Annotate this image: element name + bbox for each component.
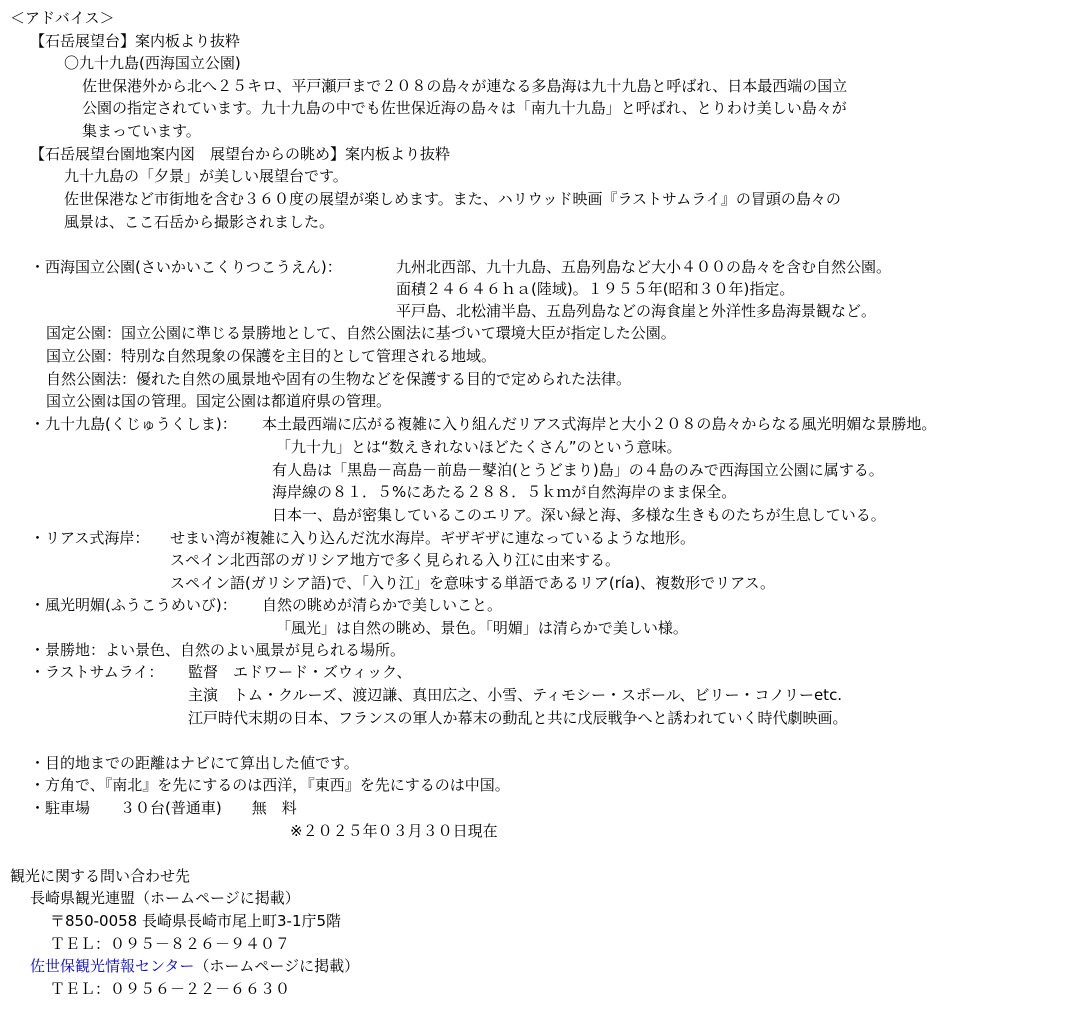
note-parking: ・駐車場 ３０台(普通車) 無 料 bbox=[30, 799, 297, 817]
glossary-def-line: スペイン語(ガリシア語)で、「入り江」を意味する単語であるリア(ría)、複数形でリアス。 bbox=[170, 574, 775, 592]
contact-tel2: ＴＥＬ：０９５６－２２－６６３０ bbox=[50, 980, 291, 998]
contact-org2-suffix: （ホームページに掲載） bbox=[194, 957, 360, 975]
note-direction: ・方角で、『南北』を先にするのは西洋，『東西』を先にするのは中国。 bbox=[30, 776, 510, 794]
glossary-def-line: せまい湾が複雑に入り込んだ沈水海岸。ギザギザに連なっているような地形。 bbox=[170, 529, 696, 547]
sign1-subtitle: 〇九十九島(西海国立公園) bbox=[64, 54, 241, 72]
glossary-def-line: 自然の眺めが清らかで美しいこと。 bbox=[262, 596, 503, 614]
glossary-note: 国立公園：特別な自然現象の保護を主目的として管理される地域。 bbox=[46, 347, 497, 365]
glossary-term-rias: ・リアス式海岸： bbox=[30, 529, 150, 547]
glossary-term-kujukushima: ・九十九島(くじゅうくしま)： bbox=[30, 415, 237, 433]
glossary-note: 自然公園法：優れた自然の風景地や固有の生物などを保護する目的で定められた法律。 bbox=[46, 370, 632, 388]
contact-tel1: ＴＥＬ：０９５－８２６－９４０７ bbox=[50, 935, 291, 953]
glossary-def-line: 主演 トム・クルーズ、渡辺謙、真田広之、小雪、ティモシー・スポール、ビリー・コノリーetc. bbox=[188, 686, 843, 704]
advice-heading: ＜アドバイス＞ bbox=[10, 9, 115, 27]
contact-org2 bbox=[30, 955, 359, 977]
glossary-def-line: 本土最西端に広がる複雑に入り組んだリアス式海岸と大小２０８の島々からなる風光明媚な景勝地。 bbox=[262, 415, 937, 433]
contact-heading: 観光に関する問い合わせ先 bbox=[10, 867, 191, 885]
sasebo-tourism-center-link[interactable]: 佐世保観光情報センター bbox=[30, 957, 195, 975]
glossary-def-line: 日本一、島が密集しているこのエリア。深い緑と海、多様な生きものたちが生息している。 bbox=[272, 506, 886, 524]
contact-address1: 〒850-0058 長崎県長崎市尾上町3-1庁5階 bbox=[50, 912, 342, 930]
glossary-def-line: 平戸島、北松浦半島、五島列島などの海食崖と外洋性多島海景観など。 bbox=[396, 302, 877, 320]
sign2-line: 風景は、ここ石岳から撮影されました。 bbox=[64, 213, 335, 231]
glossary-def-line: 有人島は「黒島－高島－前島－鼕泊(とうどまり)島」の４島のみで西海国立公園に属する。 bbox=[272, 461, 884, 479]
sign1-line: 集まっています。 bbox=[82, 122, 201, 140]
glossary-def-line: 面積２４６４６ｈａ(陸域)。１９５５年(昭和３０年)指定。 bbox=[396, 280, 795, 298]
sign1-line: 公園の指定されています。九十九島の中でも佐世保近海の島々は「南九十九島」と呼ばれ、とりわけ美しい島々が bbox=[82, 99, 847, 117]
note-as-of-date: ※２０２５年０３月３０日現在 bbox=[290, 822, 498, 840]
glossary-def-line: スペイン北西部のガリシア地方で多く見られる入り江に由来する。 bbox=[170, 551, 621, 569]
sign2-title: 【石岳展望台園地案内図 展望台からの眺め】案内板より抜粋 bbox=[30, 145, 451, 163]
contact-org1: 長崎県観光連盟（ホームページに掲載） bbox=[30, 889, 300, 907]
glossary-def-line: 監督 エドワード・ズウィック、 bbox=[188, 663, 412, 681]
glossary-note: 国定公園：国立公園に準じる景勝地として、自然公園法に基づいて環境大臣が指定した公園。 bbox=[46, 324, 676, 342]
sign2-line: 佐世保港など市街地を含む３６０度の展望が楽しめます。また、ハリウッド映画『ラストサムライ』の冒頭の島々の bbox=[64, 190, 841, 208]
glossary-def-line: 九州北西部、九十九島、五島列島など大小４００の島々を含む自然公園。 bbox=[396, 258, 892, 276]
glossary-term-saikai: ・西海国立公園(さいかいこくりつこうえん)： bbox=[30, 258, 342, 276]
sign1-title: 【石岳展望台】案内板より抜粋 bbox=[30, 32, 241, 50]
sign1-line: 佐世保港外から北へ２５キロ、平戸瀬戸まで２０８の島々が連なる多島海は九十九島と呼ばれ、日本最西端の国立 bbox=[82, 77, 848, 95]
glossary-term-last-samurai: ・ラストサムライ： bbox=[30, 663, 164, 681]
glossary-def-line: 江戸時代末期の日本、フランスの軍人か幕末の動乱と共に戊辰戦争へと誘われていく時代劇映画。 bbox=[188, 709, 848, 727]
glossary-def-line: 「風光」は自然の眺め、景色。「明媚」は清らかで美しい様。 bbox=[276, 619, 688, 637]
glossary-term-fuko: ・風光明媚(ふうこうめいび)： bbox=[30, 596, 237, 614]
glossary-def-line: 「九十九」とは“数えきれないほどたくさん”のという意味。 bbox=[276, 438, 682, 456]
glossary-def-line: 海岸線の８１．５%にあたる２８８．５ｋｍが自然海岸のまま保全。 bbox=[272, 483, 737, 501]
glossary-term-keisho: ・景勝地：よい景色、自然のよい風景が見られる場所。 bbox=[30, 641, 406, 659]
note-distance: ・目的地までの距離はナビにて算出した値です。 bbox=[30, 754, 359, 772]
glossary-note: 国立公園は国の管理。国定公園は都道府県の管理。 bbox=[46, 392, 392, 410]
sign2-line: 九十九島の「夕景」が美しい展望台です。 bbox=[64, 167, 348, 185]
